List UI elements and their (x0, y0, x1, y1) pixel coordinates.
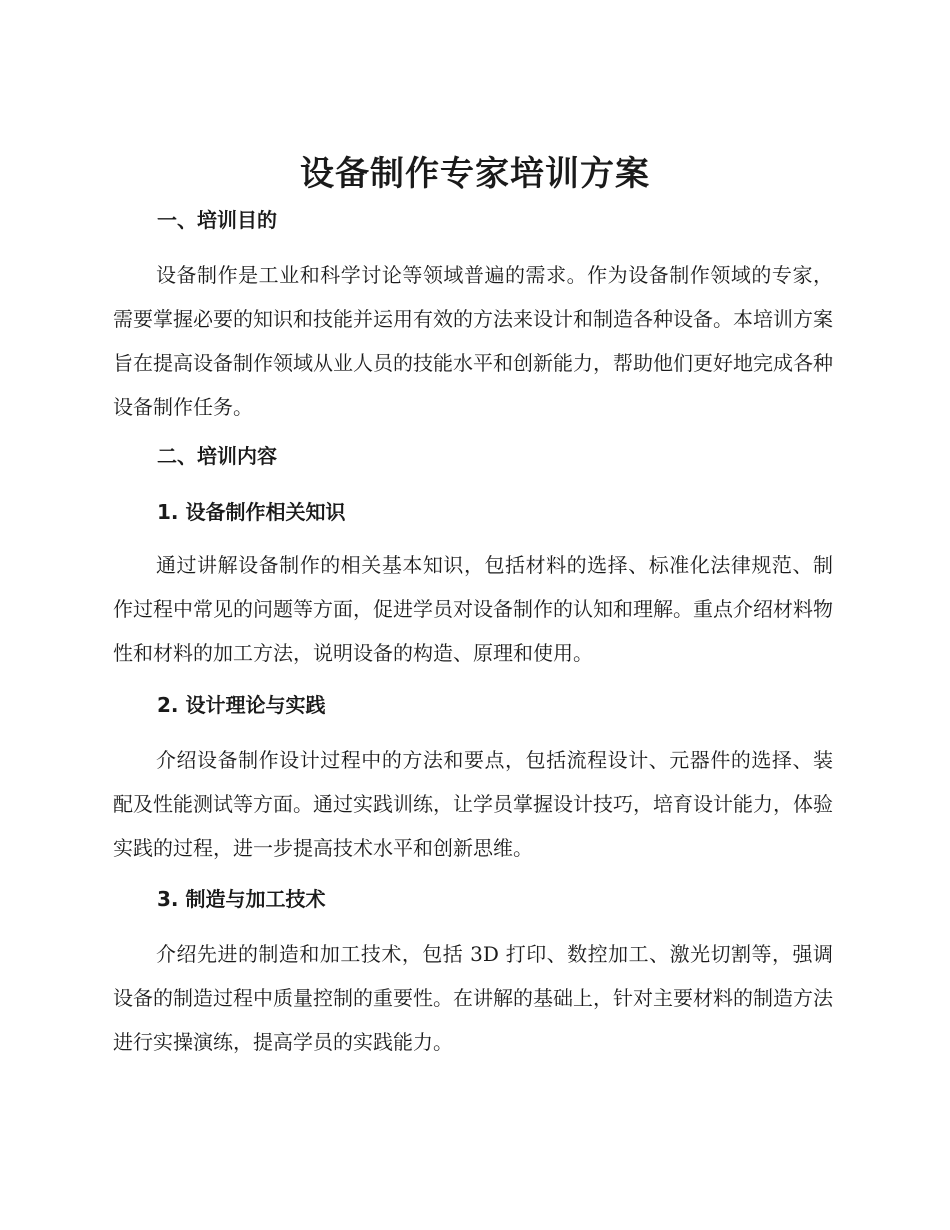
subsection-body-design: 介绍设备制作设计过程中的方法和要点，包括流程设计、元器件的选择、装配及性能测试等方面。通过实践训练，让学员掌握设计技巧，培育设计能力，体验实践的过程，进一步提高技术水平和创新思维。 (113, 748, 833, 860)
subsection-body-knowledge: 通过讲解设备制作的相关基本知识，包括材料的选择、标准化法律规范、制作过程中常见的问题等方面，促进学员对设备制作的认知和理解。重点介绍材料物性和材料的加工方法，说明设备的构造、原理和使用。 (113, 553, 833, 665)
section-body-purpose: 设备制作是工业和科学讨论等领域普遍的需求。作为设备制作领域的专家，需要掌握必要的知识和技能并运用有效的方法来设计和制造各种设备。本培训方案旨在提高设备制作领域从业人员的技能水平和创新能力，帮助他们更好地完成各种设备制作任务。 (113, 263, 833, 419)
subsection-heading-manufacturing: 3. 制造与加工技术 (157, 887, 326, 911)
section-heading-purpose: 一、培训目的 (157, 208, 277, 232)
section-heading-content: 二、培训内容 (157, 444, 277, 468)
subsection-heading-knowledge: 1. 设备制作相关知识 (157, 500, 346, 524)
subsection-heading-design: 2. 设计理论与实践 (157, 693, 326, 717)
document-title: 设备制作专家培训方案 (300, 154, 650, 194)
subsection-body-manufacturing: 介绍先进的制造和加工技术，包括 3D 打印、数控加工、激光切割等，强调设备的制造过程中质量控制的重要性。在讲解的基础上，针对主要材料的制造方法进行实操演练，提高学员的实践能力。 (113, 942, 833, 1054)
